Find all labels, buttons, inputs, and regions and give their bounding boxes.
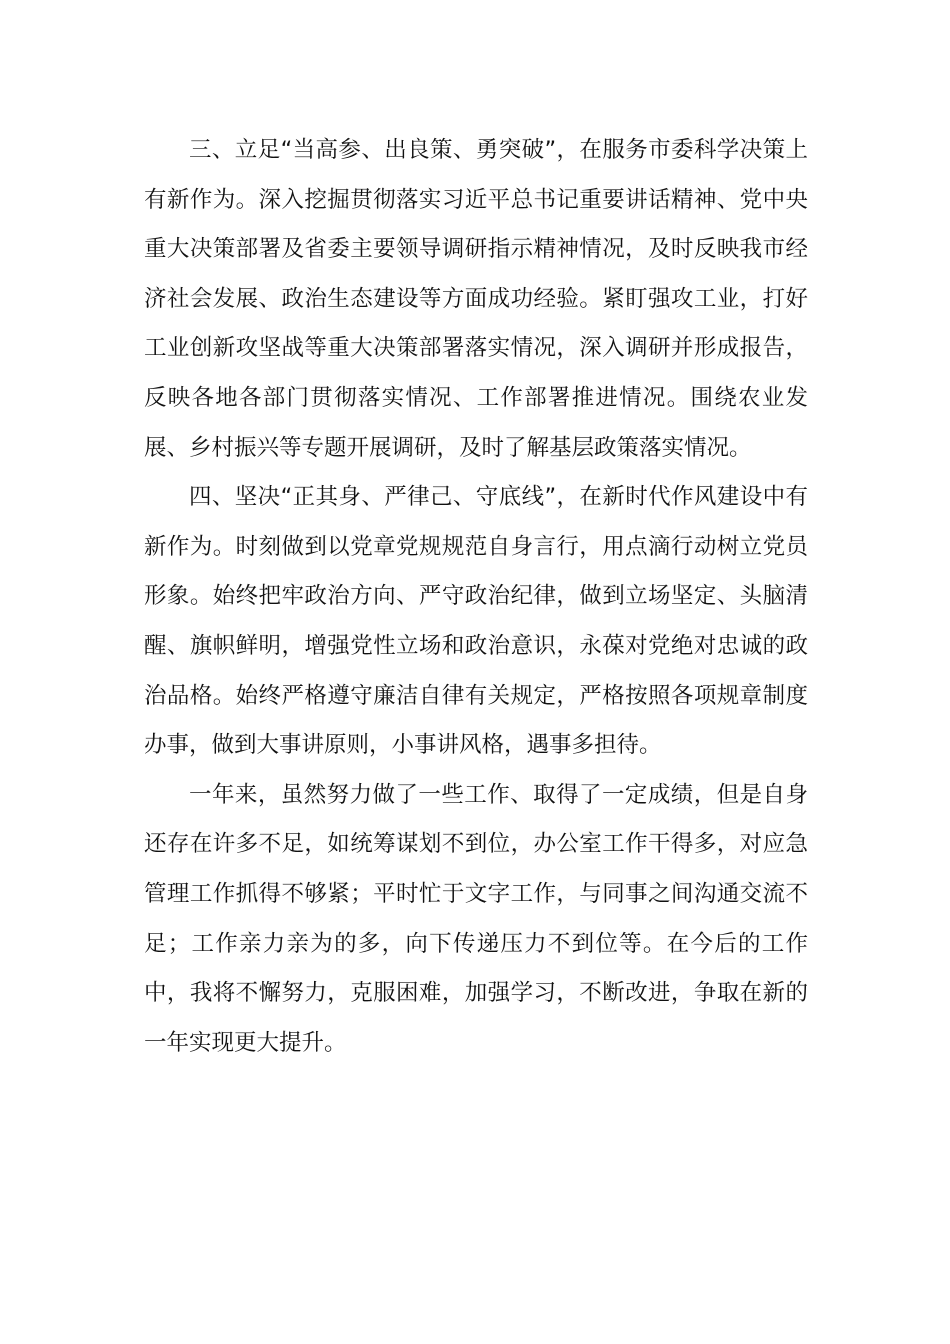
document-body <box>144 126 808 1068</box>
paragraph-section-four: 四、坚决“正其身、严律己、守底线”，在新时代作风建设中有新作为。时刻做到以党章党规规范自身言行，用点滴行动树立党员形象。始终把牢政治方向、严守政治纪律，做到立场坚定、头脑清醒、旗帜鲜明，增强党性立场和政治意识，永葆对党绝对忠诚的政治品格。始终严格遵守廉洁自律有关规定，严格按照各项规章制度办事，做到大事讲原则，小事讲风格，遇事多担待。 <box>144 484 808 759</box>
paragraph-section-three: 三、立足“当高参、出良策、勇突破”，在服务市委科学决策上有新作为。深入挖掘贯彻落实习近平总书记重要讲话精神、党中央重大决策部署及省委主要领导调研指示精神情况，及时反映我市经济社会发展、政治生态建设等方面成功经验。紧盯强攻工业，打好工业创新攻坚战等重大决策部署落实情况，深入调研并形成报告，反映各地各部门贯彻落实情况、工作部署推进情况。围绕农业发展、乡村振兴等专题开展调研，及时了解基层政策落实情况。 <box>144 137 808 461</box>
paragraph-summary: 一年来，虽然努力做了一些工作、取得了一定成绩，但是自身还存在许多不足，如统筹谋划不到位，办公室工作干得多，对应急管理工作抓得不够紧；平时忙于文字工作，与同事之间沟通交流不足；工作亲力亲为的多，向下传递压力不到位等。在今后的工作中，我将不懈努力，克服困难，加强学习，不断改进，争取在新的一年实现更大提升。 <box>144 781 808 1056</box>
